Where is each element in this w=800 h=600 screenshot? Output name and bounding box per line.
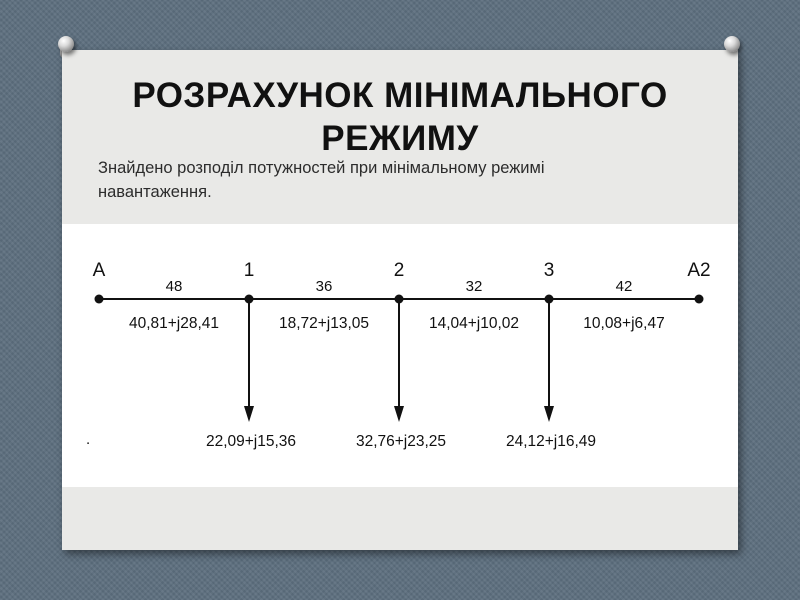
node-label-3: 3 [543, 260, 555, 281]
node-label-a2: A2 [687, 260, 711, 281]
node-dot-a [95, 295, 104, 304]
loads-layer [206, 299, 596, 450]
slide-title [62, 74, 738, 160]
network-diagram [62, 224, 738, 487]
segment-power-label: 18,72+j13,05 [278, 315, 370, 332]
slide-subtitle-line2: навантаження. [98, 183, 212, 201]
segment-power-label: 10,08+j6,47 [583, 315, 665, 332]
segment-length-label: 42 [615, 278, 633, 295]
load-arrow-head-icon [394, 406, 404, 422]
pushpin-right-icon [724, 36, 740, 52]
segment-power-label: 40,81+j28,41 [128, 315, 220, 332]
slide-subtitle-line1: Знайдено розподіл потужностей при мінімальному режимі [98, 159, 545, 177]
node-label-1: 1 [243, 260, 255, 281]
load-power-label: 32,76+j23,25 [355, 433, 447, 450]
pushpin-left-icon [58, 36, 74, 52]
network-diagram-panel [62, 224, 738, 487]
stray-dot-mark: . [86, 431, 91, 448]
load-power-label: 22,09+j15,36 [205, 433, 297, 450]
segment-length-label: 36 [315, 278, 333, 295]
slide-title-line2: РЕЖИМУ [321, 119, 479, 158]
segments-layer [129, 278, 665, 332]
slide-subtitle [98, 156, 698, 204]
segment-power-label: 14,04+j10,02 [428, 315, 520, 332]
node-dot-a2 [695, 295, 704, 304]
load-arrow-head-icon [544, 406, 554, 422]
node-label-a: A [92, 260, 106, 281]
slide-title-line1: РОЗРАХУНОК МІНІМАЛЬНОГО [132, 76, 668, 115]
segment-length-label: 32 [465, 278, 483, 295]
node-label-2: 2 [393, 260, 405, 281]
load-power-label: 24,12+j16,49 [505, 433, 597, 450]
segment-length-label: 48 [165, 278, 183, 295]
load-arrow-head-icon [244, 406, 254, 422]
